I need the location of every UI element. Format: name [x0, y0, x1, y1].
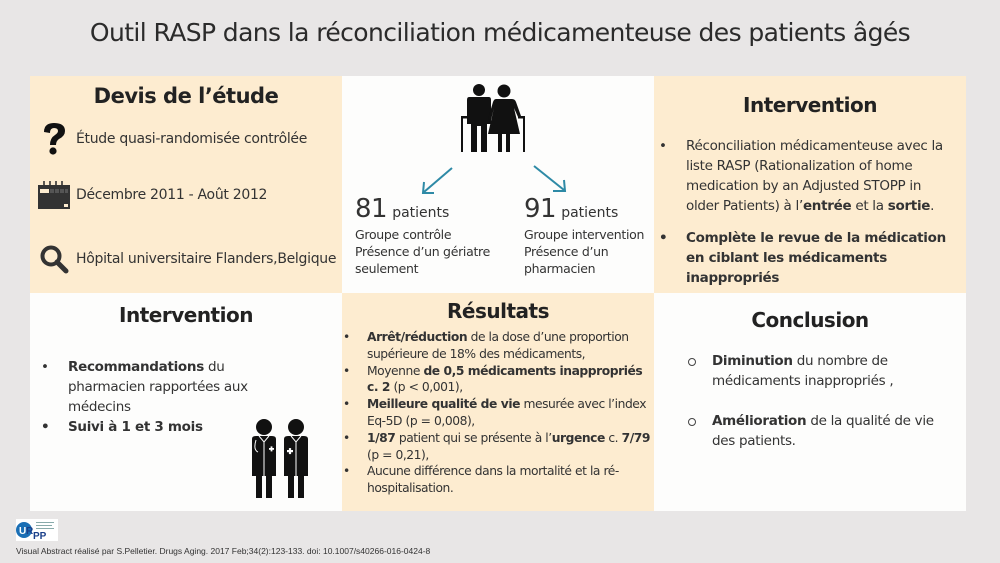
- arrow-left-icon: [420, 166, 454, 196]
- intervention-panel-top: [654, 76, 966, 293]
- svg-text:PP: PP: [33, 531, 47, 541]
- study-period-row: [36, 180, 267, 210]
- citation: Visual Abstract réalisé par S.Pelletier. Drugs Aging. 2017 Feb;34(2):123-133. doi: 10.1007/s40266-016-0424-8: [16, 546, 431, 556]
- intervention-bullet: • Complète le revue de la médication en ciblant les médicaments inappropriés: [656, 228, 956, 288]
- arrow-right-icon: [532, 164, 568, 194]
- svg-text:R: R: [26, 526, 34, 537]
- urpp-logo: [16, 519, 58, 541]
- control-group: 81 patients Groupe contrôle Présence d’un gériatre seulement: [355, 194, 491, 276]
- calendar-icon: [36, 180, 72, 210]
- results-panel: [342, 293, 654, 511]
- intervention-bullet: • Suivi à 1 et 3 mois: [38, 417, 258, 437]
- control-count: 81: [355, 194, 388, 224]
- study-period-text: Décembre 2011 - Août 2012: [76, 187, 268, 203]
- study-type-text: Étude quasi-randomisée contrôlée: [76, 131, 308, 147]
- study-design-heading: Devis de l’étude: [93, 84, 279, 108]
- intervention-group: 91 patients Groupe intervention Présence d’un pharmacien: [524, 194, 645, 276]
- result-item: • Moyenne de 0,5 médicaments inappropriés c. 2 (p < 0,001),: [340, 363, 650, 397]
- intervention-heading: Intervention: [119, 303, 253, 327]
- svg-text:U: U: [19, 526, 27, 537]
- result-item: • Meilleure qualité de vie mesurée avec l’index Eq-5D (p = 0,008),: [340, 396, 650, 430]
- magnifier-icon: [36, 244, 72, 274]
- conclusion-item: Diminution du nombre de médicaments inappropriés ,: [686, 351, 946, 391]
- intervention-panel-bottom: [30, 293, 342, 511]
- intervention-bullet: • Recommandations du pharmacien rapportées aux médecins: [38, 357, 258, 417]
- page-title: Outil RASP dans la réconciliation médicamenteuse des patients âgés: [89, 18, 911, 47]
- elderly-couple-icon: [460, 82, 526, 159]
- results-heading: Résultats: [447, 299, 549, 323]
- patients-panel: [342, 76, 654, 293]
- study-location-text: Hôpital universitaire Flanders,Belgique: [76, 251, 337, 267]
- intervention-heading: Intervention: [743, 93, 877, 117]
- conclusion-item: Amélioration de la qualité de vie des patients.: [686, 411, 946, 451]
- doctors-icon: [248, 418, 314, 505]
- intervention-count: 91: [524, 194, 557, 224]
- question-mark-icon: [36, 122, 72, 156]
- result-item: • 1/87 patient qui se présente à l’urgence c. 7/79 (p = 0,21),: [340, 430, 650, 464]
- conclusion-panel: [654, 293, 966, 511]
- conclusion-heading: Conclusion: [751, 308, 869, 332]
- study-location-row: [36, 244, 336, 274]
- study-design-panel: [30, 76, 342, 293]
- intervention-bullet: • Réconciliation médicamenteuse avec la liste RASP (Rationalization of home medication by an Adjusted STOPP in older Patients) à l’entrée et la sortie.: [656, 136, 956, 216]
- study-type-row: [36, 122, 307, 156]
- result-item: • Aucune différence dans la mortalité et la ré-hospitalisation.: [340, 463, 650, 497]
- result-item: • Arrêt/réduction de la dose d’une proportion supérieure de 18% des médicaments,: [340, 329, 650, 363]
